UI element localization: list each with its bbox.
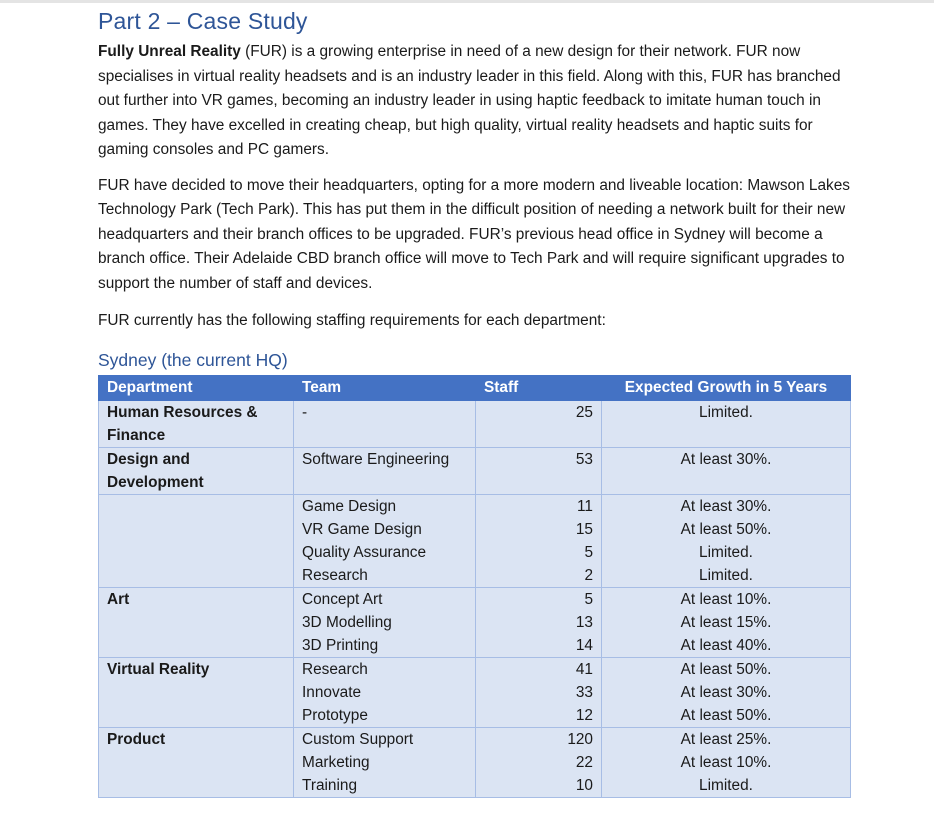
table-row [99, 658, 851, 682]
cell-team: Research [294, 658, 476, 682]
cell-team: Software Engineering [294, 448, 476, 495]
cell-growth: At least 50%. [602, 704, 851, 728]
cell-growth: Limited. [602, 564, 851, 588]
table-row [99, 681, 851, 704]
table-row [99, 588, 851, 612]
table-row [99, 751, 851, 774]
cell-team: Concept Art [294, 588, 476, 612]
cell-team: Custom Support [294, 728, 476, 752]
cell-department [99, 611, 294, 634]
cell-growth: At least 30%. [602, 448, 851, 495]
cell-growth: At least 30%. [602, 495, 851, 519]
cell-department [99, 774, 294, 798]
cell-staff: 11 [476, 495, 602, 519]
cell-department [99, 681, 294, 704]
cell-staff: 14 [476, 634, 602, 658]
table-header-row [99, 376, 851, 401]
cell-growth: Limited. [602, 401, 851, 448]
table-row [99, 448, 851, 495]
document-body [98, 6, 858, 372]
cell-team: 3D Modelling [294, 611, 476, 634]
table-row [99, 611, 851, 634]
cell-team: Prototype [294, 704, 476, 728]
cell-department [99, 704, 294, 728]
cell-department: Human Resources & Finance [99, 401, 294, 448]
cell-team: Game Design [294, 495, 476, 519]
cell-team: Innovate [294, 681, 476, 704]
intro-paragraph-1 [98, 40, 858, 163]
cell-team: Quality Assurance [294, 541, 476, 564]
intro-paragraph-2: FUR have decided to move their headquarters, opting for a more modern and liveable location: Mawson Lakes Technology Park (Tech Park). This has put them in the difficult position of needing a network built for their new headquarters and their branch offices to be upgraded. FUR’s previous head office in Sydney will become a branch office. Their Adelaide CBD branch office will move to Tech Park and will require significant upgrades to support the number of staff and devices. [98, 176, 850, 292]
cell-staff: 33 [476, 681, 602, 704]
cell-growth: At least 50%. [602, 658, 851, 682]
cell-staff: 5 [476, 588, 602, 612]
cell-department [99, 751, 294, 774]
cell-staff: 25 [476, 401, 602, 448]
header-department: Department [99, 376, 294, 401]
table-row [99, 541, 851, 564]
cell-growth: At least 10%. [602, 588, 851, 612]
table-row [99, 704, 851, 728]
cell-department: Design and Development [99, 448, 294, 495]
cell-team: VR Game Design [294, 518, 476, 541]
cell-growth: At least 10%. [602, 751, 851, 774]
table-row [99, 518, 851, 541]
cell-team: - [294, 401, 476, 448]
intro-paragraph-3: FUR currently has the following staffing requirements for each department: [98, 312, 606, 329]
cell-growth: Limited. [602, 774, 851, 798]
cell-department: Art [99, 588, 294, 612]
cell-department [99, 634, 294, 658]
table-row [99, 401, 851, 448]
cell-growth: At least 30%. [602, 681, 851, 704]
cell-staff: 10 [476, 774, 602, 798]
cell-staff: 120 [476, 728, 602, 752]
staffing-table [98, 375, 851, 798]
cell-growth: At least 40%. [602, 634, 851, 658]
cell-growth: At least 15%. [602, 611, 851, 634]
cell-staff: 53 [476, 448, 602, 495]
cell-staff: 5 [476, 541, 602, 564]
cell-team: Training [294, 774, 476, 798]
cell-department [99, 518, 294, 541]
table-row [99, 495, 851, 519]
section-heading: Part 2 – Case Study [98, 8, 308, 34]
cell-team: Marketing [294, 751, 476, 774]
table-row [99, 634, 851, 658]
table-row [99, 774, 851, 798]
cell-team: 3D Printing [294, 634, 476, 658]
top-border [0, 0, 934, 3]
cell-staff: 41 [476, 658, 602, 682]
table-row [99, 564, 851, 588]
cell-staff: 12 [476, 704, 602, 728]
cell-growth: At least 25%. [602, 728, 851, 752]
table-title: Sydney (the current HQ) [98, 349, 288, 370]
cell-team: Research [294, 564, 476, 588]
cell-staff: 2 [476, 564, 602, 588]
cell-growth: At least 50%. [602, 518, 851, 541]
cell-department [99, 495, 294, 519]
cell-staff: 22 [476, 751, 602, 774]
cell-staff: 13 [476, 611, 602, 634]
company-name: Fully Unreal Reality [98, 43, 241, 60]
cell-staff: 15 [476, 518, 602, 541]
cell-growth: Limited. [602, 541, 851, 564]
header-team: Team [294, 376, 476, 401]
header-growth: Expected Growth in 5 Years [602, 376, 851, 401]
intro-paragraph-1-text: (FUR) is a growing enterprise in need of a new design for their network. FUR now specialises in virtual reality headsets and is an industry leader in this field. Along with this, FUR has branched out further into VR games, becoming an industry leader in using haptic feedback to imitate human touch in games. They have excelled in creating cheap, but high quality, virtual reality headsets and haptic suits for gaming consoles and PC gamers. [98, 43, 841, 158]
cell-department [99, 564, 294, 588]
cell-department: Product [99, 728, 294, 752]
cell-department: Virtual Reality [99, 658, 294, 682]
header-staff: Staff [476, 376, 602, 401]
table-row [99, 728, 851, 752]
cell-department [99, 541, 294, 564]
